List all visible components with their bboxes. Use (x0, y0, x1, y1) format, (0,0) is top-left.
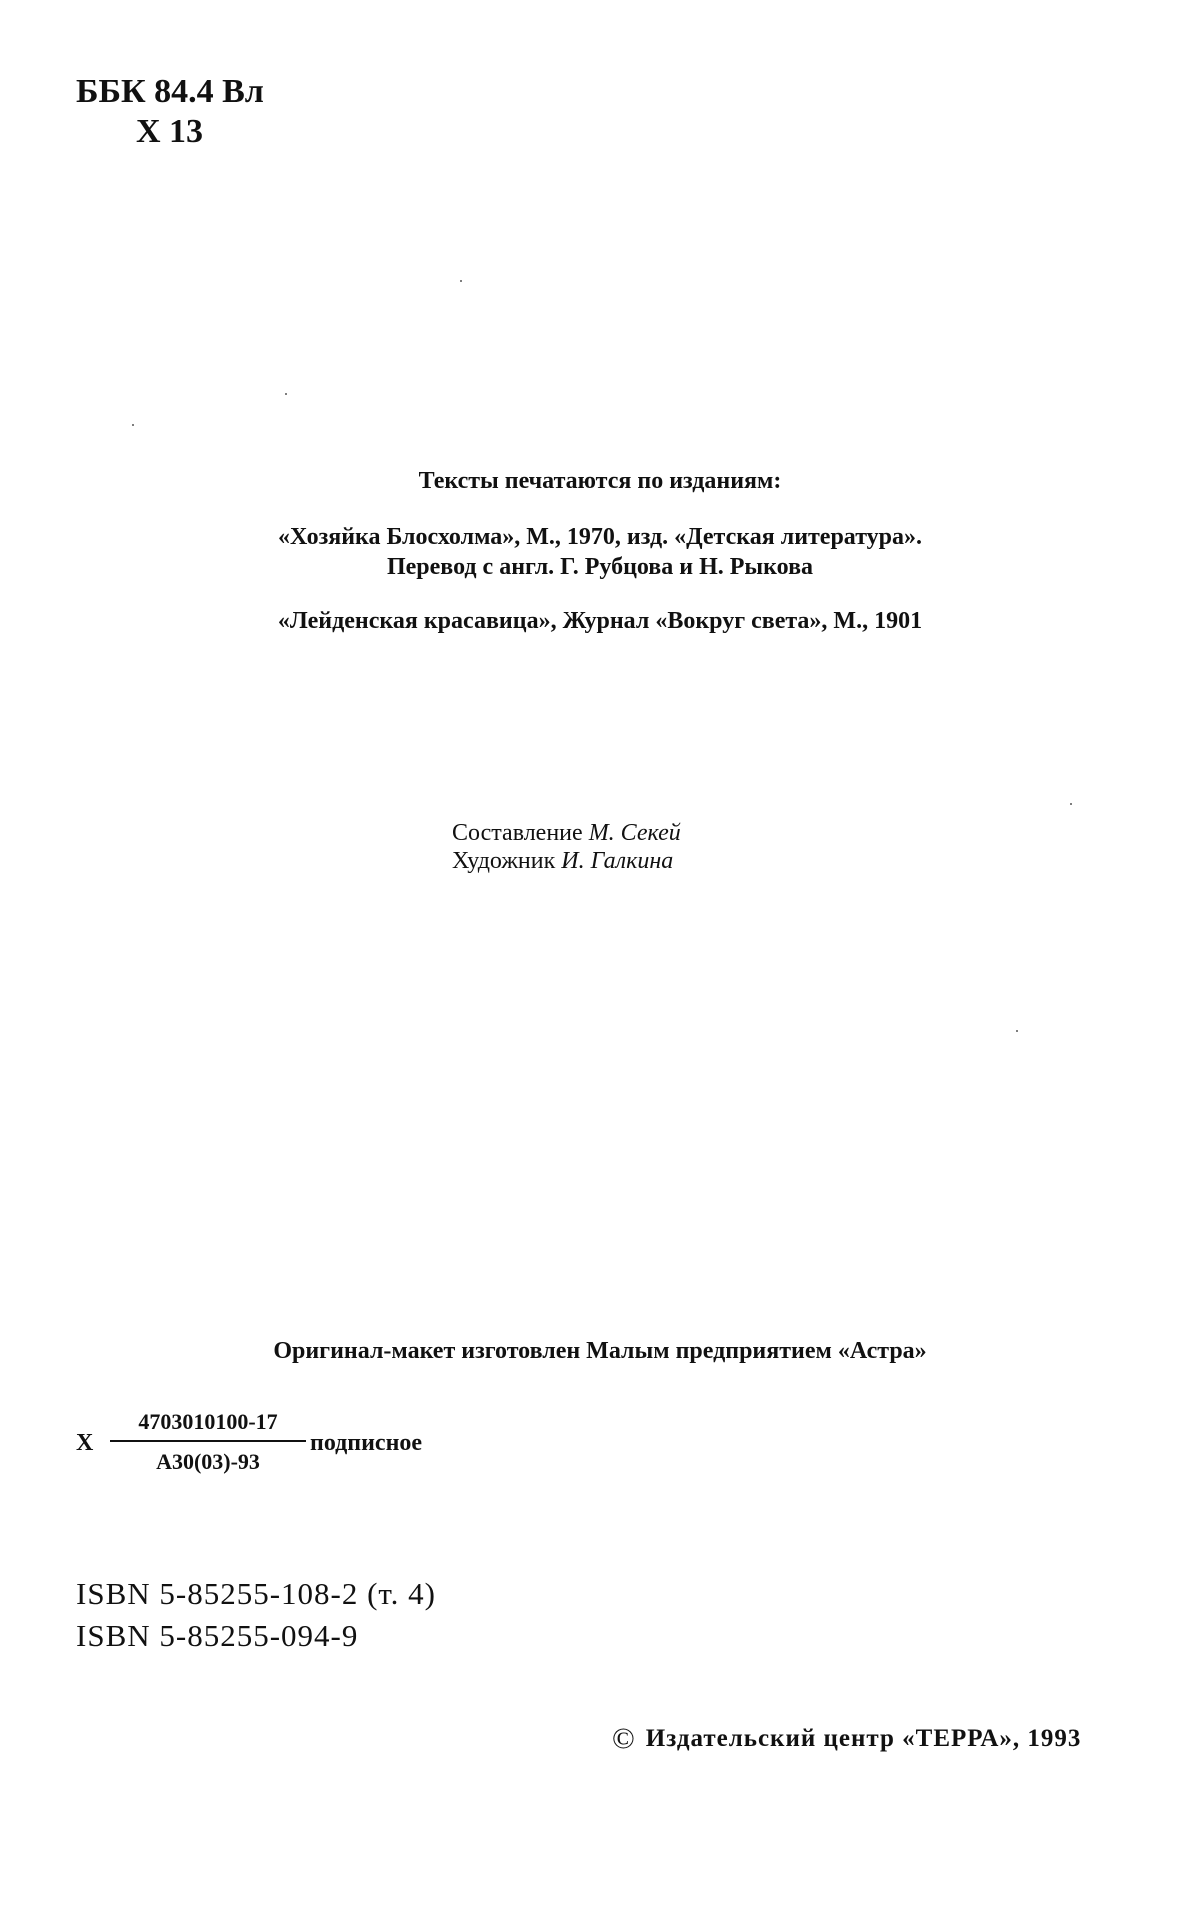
isbn-line: ISBN 5-85255-108-2 (т. 4) (76, 1576, 436, 1611)
source-item: «Хозяйка Блосхолма», М., 1970, изд. «Детская литература». (277, 524, 923, 550)
index-fraction (110, 1408, 306, 1476)
artist-credit (452, 846, 673, 876)
copyright-text: Издательский центр «ТЕРРА», 1993 (645, 1725, 1082, 1752)
index-numerator: 4703010100-17 (110, 1408, 306, 1442)
source-item: «Лейденская красавица», Журнал «Вокруг света», М., 1901 (277, 608, 923, 634)
scan-speck (132, 424, 134, 426)
source-item: Перевод с англ. Г. Рубцова и Н. Рыкова (386, 554, 814, 580)
sources-title: Тексты печатаются по изданиям: (418, 468, 782, 494)
scan-speck (1016, 1030, 1018, 1032)
index-note: подписное (310, 1430, 423, 1456)
copyright-line (612, 1722, 1081, 1756)
layout-note: Оригинал-макет изготовлен Малым предприятием «Астра» (273, 1338, 927, 1364)
scan-speck (1070, 803, 1072, 805)
artist-name: И. Галкина (561, 848, 674, 874)
author-mark: Х 13 (136, 113, 204, 150)
index-denominator: А30(03)-93 (156, 1449, 260, 1474)
isbn-line: ISBN 5-85255-094-9 (76, 1618, 359, 1653)
compiler-role: Составление (452, 820, 583, 846)
artist-role: Художник (452, 848, 556, 874)
copyright-icon: © (612, 1722, 636, 1755)
compiler-credit (452, 818, 681, 848)
compiler-name: М. Секей (588, 820, 681, 846)
index-letter: Х (76, 1430, 94, 1456)
scan-speck (285, 393, 287, 395)
bbk-classification: ББК 84.4 Вл (76, 73, 264, 110)
scan-speck (460, 280, 462, 282)
